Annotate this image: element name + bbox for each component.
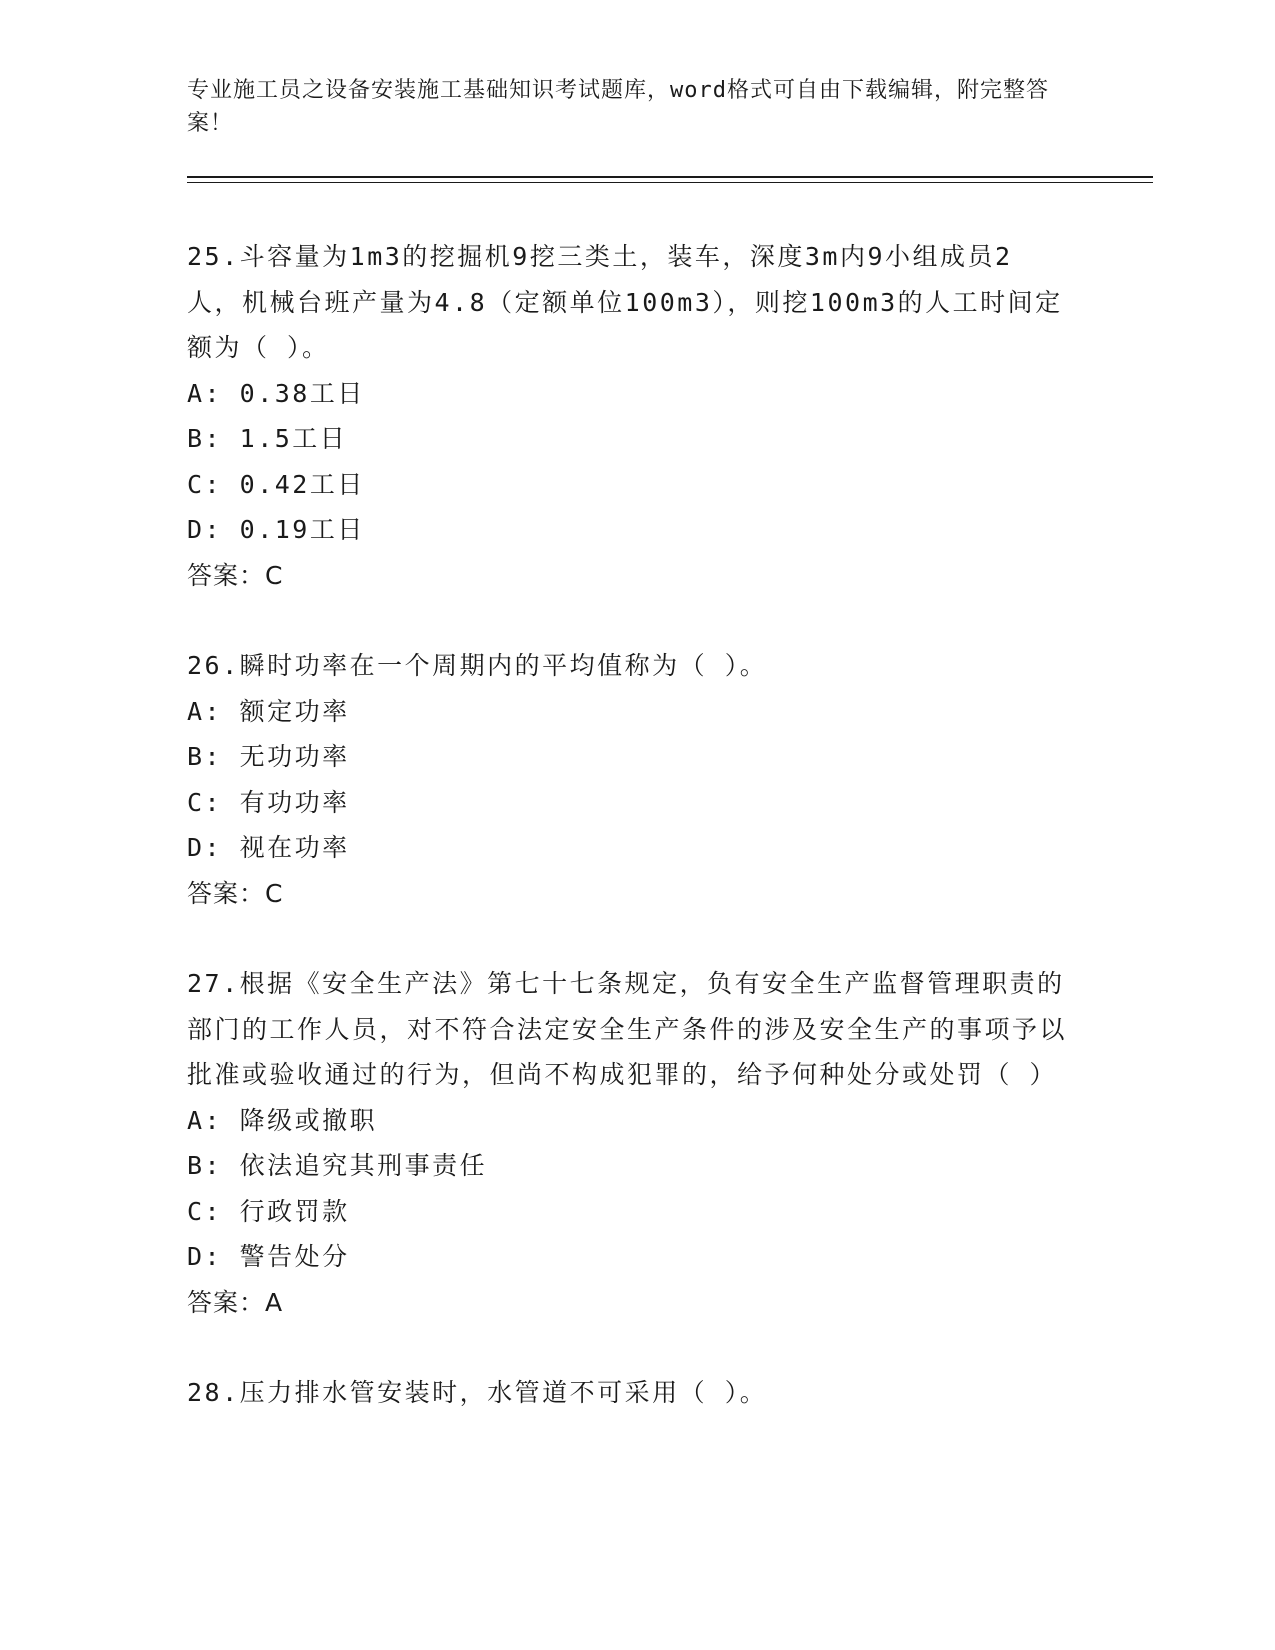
- option-b: B: 1.5工日: [187, 424, 348, 453]
- option-c: C: 0.42工日: [187, 469, 365, 499]
- question-stem: 26.瞬时功率在一个周期内的平均值称为（ ）。: [187, 651, 768, 680]
- question-stem: 25.斗容量为1m3的挖掘机9挖三类土，装车，深度3m内9小组成员2人，机械台班产量为4.8（定额单位100m3），则挖100m3的人工时间定额为（ ）。: [187, 242, 1063, 362]
- answer-line: 答案：A: [187, 1287, 284, 1317]
- question-25: [187, 234, 1087, 598]
- option-c: C: 有功功率: [187, 787, 350, 817]
- option-a: A: 额定功率: [187, 696, 350, 726]
- spacer: [187, 1325, 1087, 1370]
- question-26: [187, 643, 1087, 916]
- option-b: B: 依法追究其刑事责任: [187, 1151, 488, 1180]
- spacer: [187, 916, 1087, 961]
- header-divider-thick: [187, 176, 1153, 178]
- answer-line: 答案：C: [187, 560, 284, 590]
- question-28: [187, 1370, 1087, 1416]
- option-d: D: 警告处分: [187, 1242, 350, 1271]
- answer-line: 答案：C: [187, 878, 284, 908]
- question-27: [187, 961, 1087, 1325]
- question-stem: 28.压力排水管安装时，水管道不可采用（ ）。: [187, 1378, 768, 1407]
- spacer: [187, 598, 1087, 643]
- option-b: B: 无功功率: [187, 742, 350, 771]
- option-a: A: 0.38工日: [187, 378, 365, 408]
- option-a: A: 降级或撤职: [187, 1105, 378, 1135]
- question-stem: 27.根据《安全生产法》第七十七条规定，负有安全生产监督管理职责的部门的工作人员，对不符合法定安全生产条件的涉及安全生产的事项予以批准或验收通过的行为，但尚不构成犯罪的，给予何种处分或处罚（ ）: [187, 969, 1068, 1089]
- document-header: 专业施工员之设备安装施工基础知识考试题库，word格式可自由下载编辑，附完整答案！: [187, 78, 1049, 136]
- option-c: C: 行政罚款: [187, 1196, 350, 1226]
- option-d: D: 视在功率: [187, 833, 350, 862]
- question-list: [187, 234, 1087, 1416]
- option-d: D: 0.19工日: [187, 515, 365, 544]
- header-divider-thin: [187, 182, 1153, 183]
